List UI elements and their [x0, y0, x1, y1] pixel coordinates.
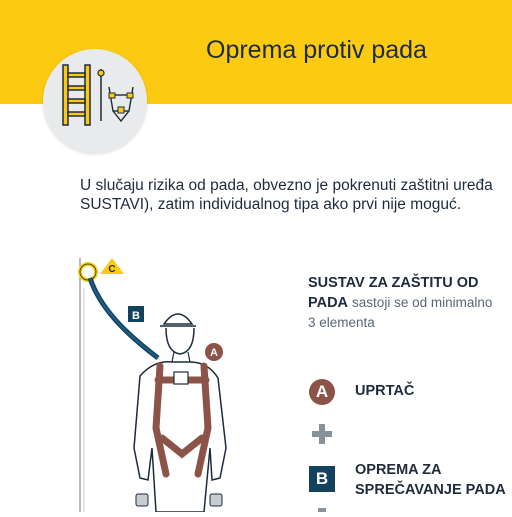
ladder-and-harness-icon [43, 49, 147, 153]
label-a: A [210, 347, 218, 359]
intro-line-1: U slučaju rizika od pada, obvezno je pokrenuti zaštitni uređa [80, 177, 493, 194]
system-subtitle [308, 293, 492, 313]
system-element-count: 3 elementa [308, 315, 375, 330]
page-title: Oprema protiv pada [206, 36, 427, 64]
intro-paragraph [80, 176, 512, 214]
intro-line-2: SUSTAVI), zatim individualnog tipa ako prvi nije moguć. [80, 196, 462, 213]
system-title-pada: PADA [308, 295, 349, 311]
label-c: C [108, 264, 116, 275]
element-b-label [355, 460, 506, 500]
worker-with-harness-icon [70, 248, 250, 512]
element-b-label-line-1: OPREMA ZA [355, 462, 442, 478]
element-b-label-line-2: SPREČAVANJE PADA [355, 482, 506, 498]
plus-icon [312, 424, 332, 444]
plus-icon-partial [318, 508, 326, 512]
system-title: SUSTAV ZA ZAŠTITU OD [308, 275, 479, 291]
element-b-badge: B [309, 466, 335, 492]
element-a-label: UPRTAČ [355, 383, 415, 399]
system-description: sastoji se od minimalno [352, 295, 493, 310]
element-a-badge: A [309, 379, 335, 405]
label-b: B [132, 310, 140, 322]
